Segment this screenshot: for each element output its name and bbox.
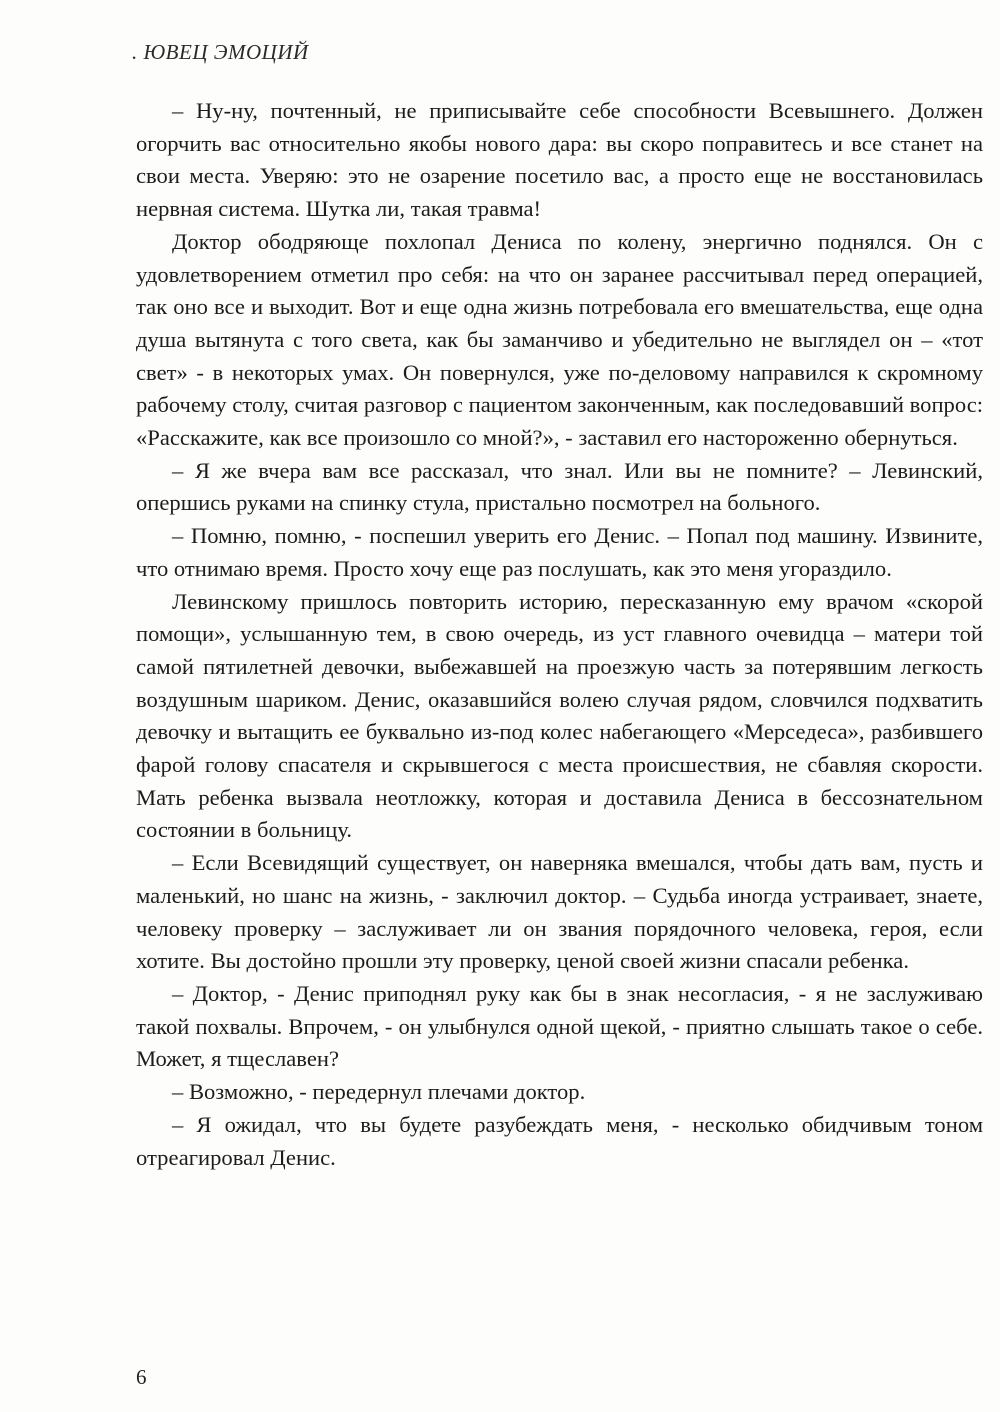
paragraph: – Доктор, - Денис приподнял руку как бы в знак несогласия, - я не заслуживаю такой похвалы. Впрочем, - он улыбнулся одной щекой, - приятно слышать такое о себе. Может, я тщеславен? (136, 980, 983, 1072)
paragraph: – Я ожидал, что вы будете разубеждать меня, - несколько обидчивым тоном отреагировал Денис. (136, 1111, 983, 1170)
paragraph: – Если Всевидящий существует, он наверняка вмешался, чтобы дать вам, пусть и маленький, но шанс на жизнь, - заключил доктор. – Судьба иногда устраивает, знаете, человеку проверку – заслуживает ли он звания порядочного человека, героя, если хотите. Вы достойно прошли эту проверку, ценой своей жизни спасали ребенка. (136, 850, 983, 974)
paragraph: – Ну-ну, почтенный, не приписывайте себе способности Всевышнего. Должен огорчить вас относительно якобы нового дара: вы скоро поправитесь и все станет на свои места. Уверяю: это не озарение посетило вас, а просто еще не восстановилась нервная система. Шутка ли, такая травма! (136, 98, 983, 222)
paragraph: – Возможно, - передернул плечами доктор. (172, 1079, 586, 1105)
paragraph: – Помню, помню, - поспешил уверить его Денис. – Попал под машину. Извините, что отнимаю время. Просто хочу еще раз послушать, как это меня угораздило. (136, 523, 983, 581)
paragraph: Левинскому пришлось повторить историю, пересказанную ему врачом «скорой помощи», услышанную тем, в свою очередь, из уст главного очевидца – матери той самой пятилетней девочки, выбежавшей на проезжую часть за потерявшим легкость воздушным шариком. Денис, оказавшийся волею случая рядом, словчился подхватить девочку и вытащить ее буквально из-под колес набегающего «Мерседеса», разбившего фарой голову спасателя и скрывшегося с места происшествия, не сбавляя скорости. Мать ребенка вызвала неотложку, которая и доставила Дениса в бессознательном состоянии в больницу. (136, 588, 983, 843)
page-number: 6 (136, 1365, 147, 1389)
paragraph: Доктор ободряюще похлопал Дениса по колену, энергично поднялся. Он с удовлетворением отметил про себя: на что он заранее рассчитывал перед операцией, так оно все и выходит. Вот и еще одна жизнь потребовала его вмешательства, еще одна душа вытянута с того света, как бы заманчиво и убедительно не выглядел он – «тот свет» - в некоторых умах. Он повернулся, уже по-деловому направился к скромному рабочему столу, считая разговор с пациентом законченным, как последовавший вопрос: «Расскажите, как все произошло со мной?», - заставил его настороженно обернуться. (136, 228, 983, 451)
running-head: . ЮВЕЦ ЭМОЦИЙ (132, 40, 309, 64)
paragraph: – Я же вчера вам все рассказал, что знал. Или вы не помните? – Левинский, опершись руками на спинку стула, пристально посмотрел на больного. (136, 457, 983, 516)
body-text (136, 95, 983, 1174)
